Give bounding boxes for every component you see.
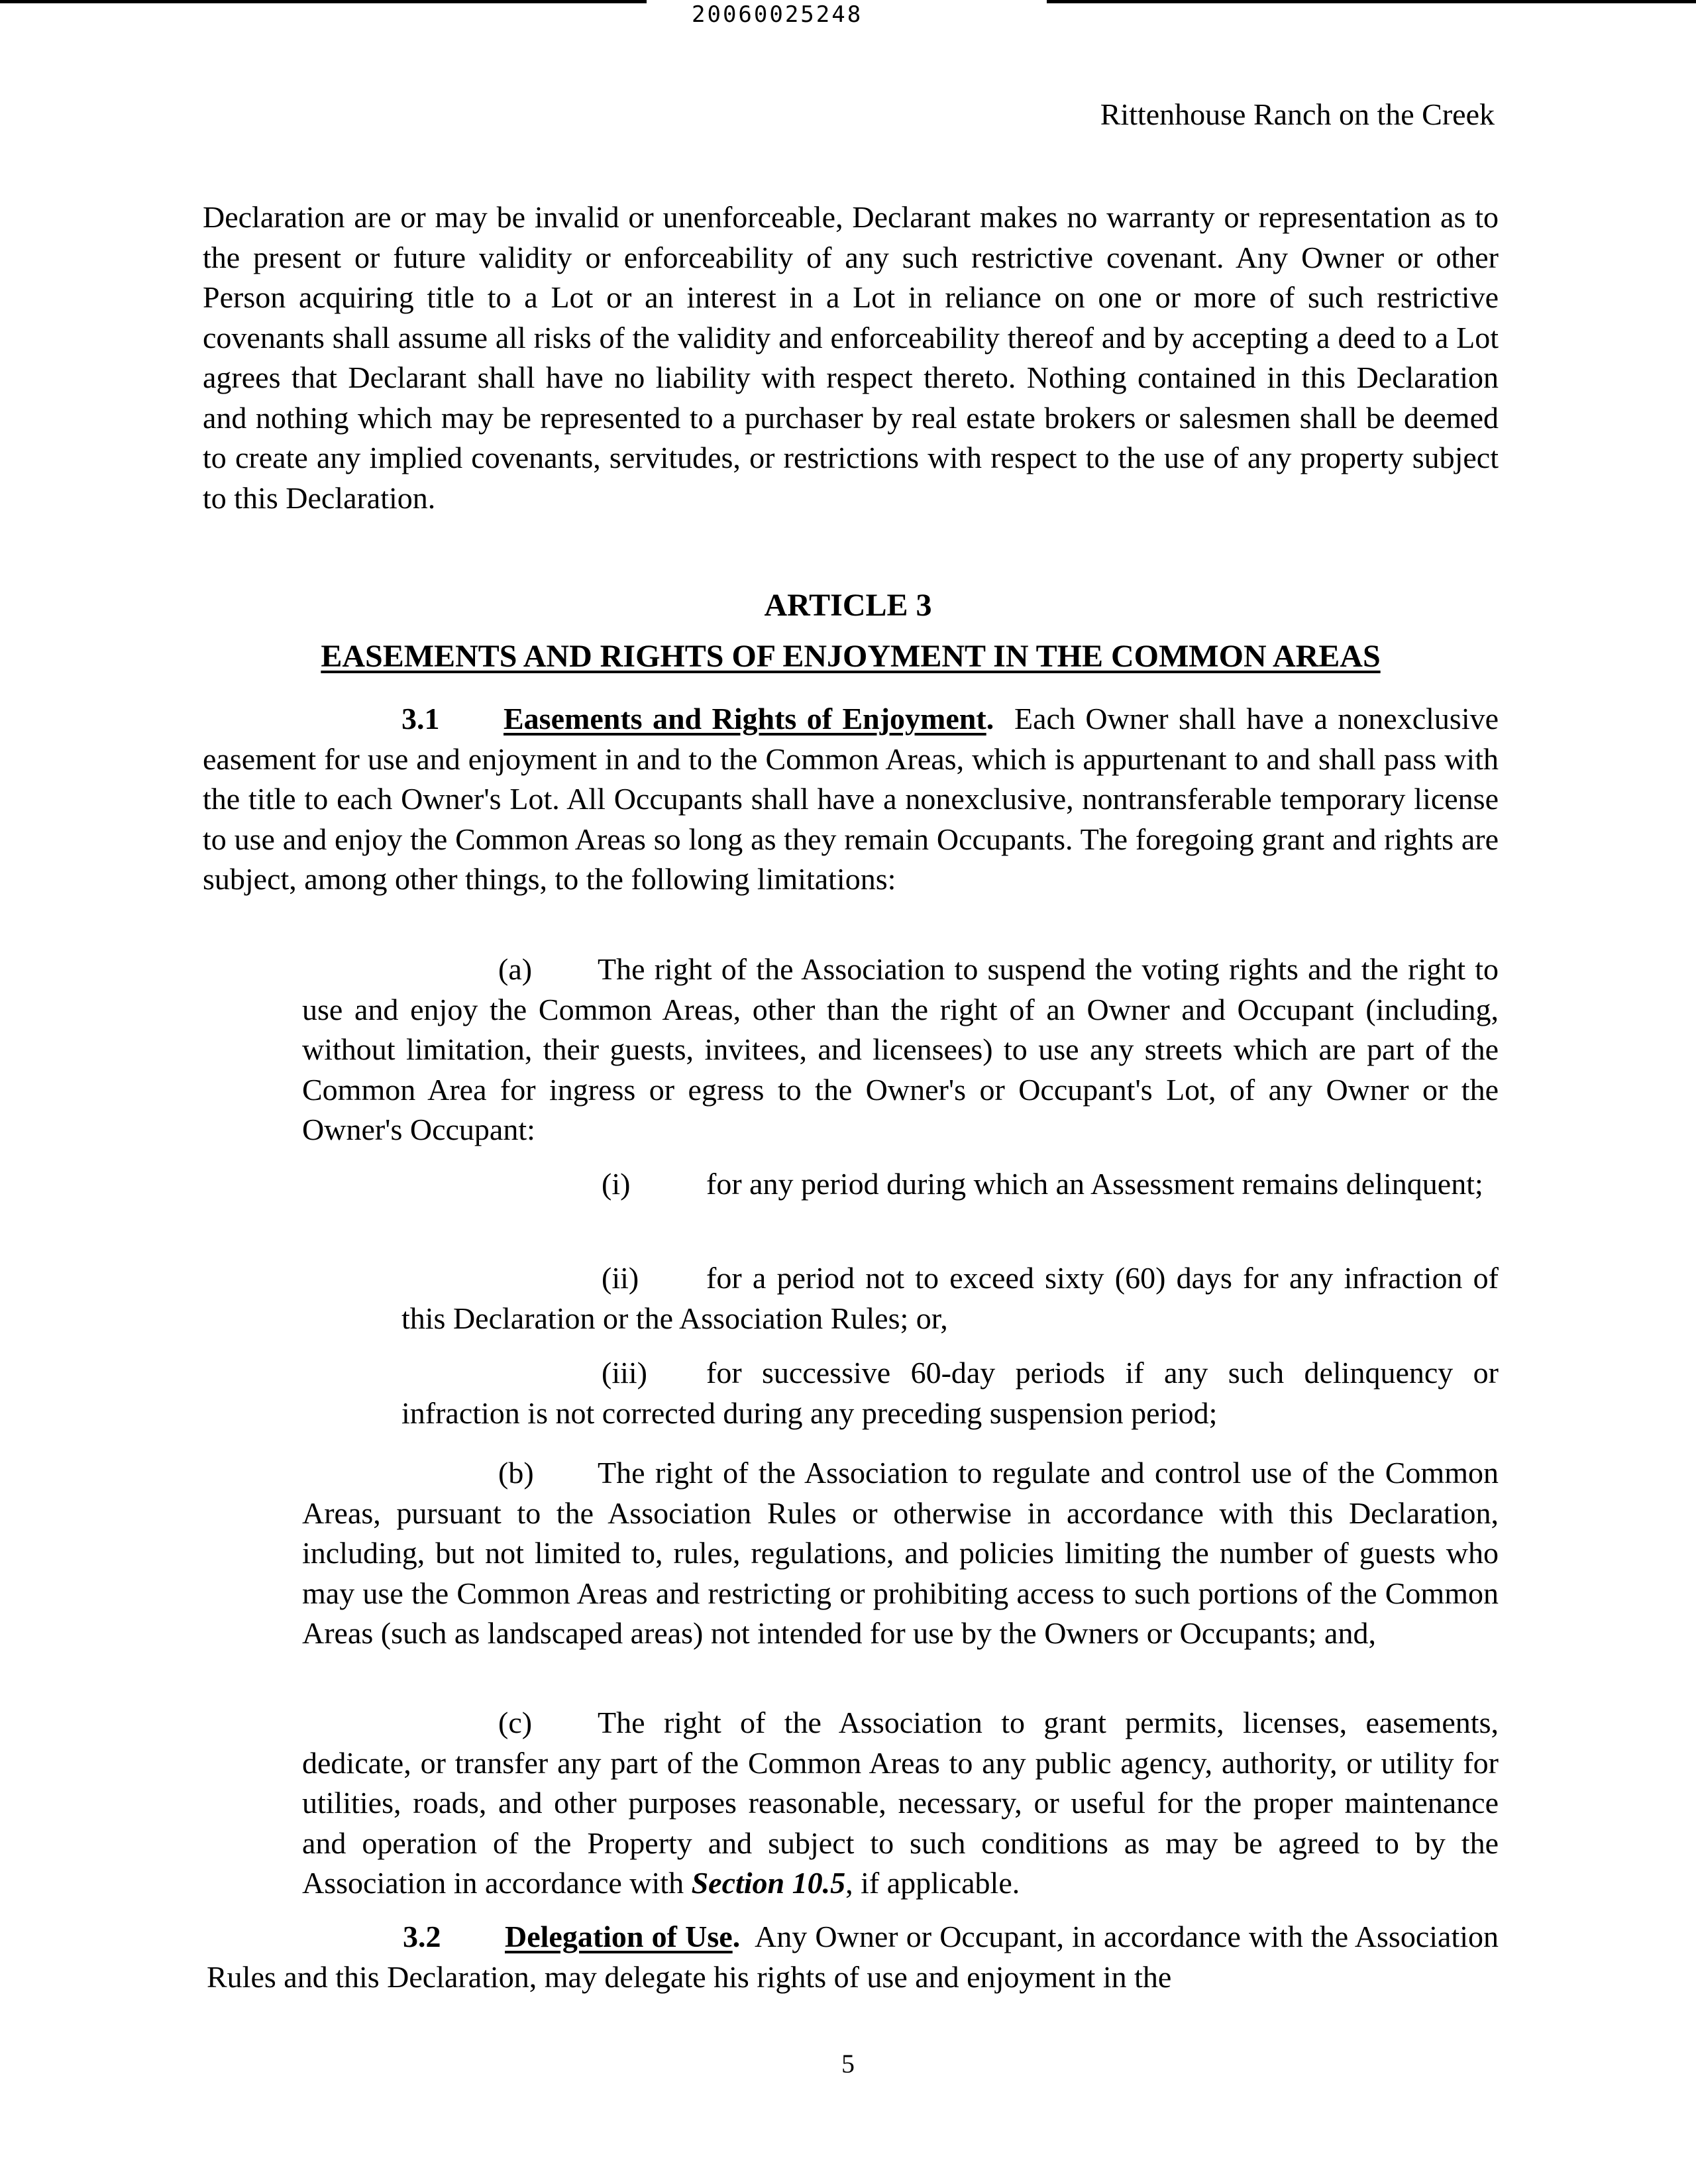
limitation-a [302,950,1499,1150]
subitem-ii-text: for a period not to exceed sixty (60) days for any infraction of this Declaration or the Association Rules; or, [401,1261,1499,1335]
running-header: Rittenhouse Ranch on the Creek [1100,97,1495,131]
limitation-b-text: The right of the Association to regulate and control use of the Common Areas, pursuant to the Association Rules or otherwise in accordance with this Declaration, including, but not limited to, rules, regulations, and policies limiting the number of guests who may use the Common Areas and restricting or prohibiting access to such portions of the Common Areas (such as landscaped areas) not intended for use by the Owners or Occupants; and, [302,1456,1499,1650]
limitation-b [302,1453,1499,1654]
limitation-c-text-end: , if applicable. [845,1866,1020,1900]
section-3-2-heading: Delegation of Use [505,1920,733,1953]
document-number: 20060025248 [692,1,863,28]
section-3-2-text: Any Owner or Occupant, in accordance with the Association Rules and this Declaration, may delegate his rights of use and enjoyment in the [207,1920,1499,1994]
page-number: 5 [841,2049,855,2079]
subitem-ii [401,1258,1499,1338]
subitem-i [401,1164,1499,1205]
subitem-i-text: for any period during which an Assessment remains delinquent; [706,1167,1483,1201]
section-reference: Section 10.5 [691,1866,846,1900]
top-rule-right [1047,0,1696,3]
article-title: EASEMENTS AND RIGHTS OF ENJOYMENT IN THE COMMON AREAS [321,639,1381,674]
article-number: ARTICLE 3 [764,588,932,623]
limitation-a-label: (a) [498,952,533,986]
subitem-i-label: (i) [602,1167,631,1201]
subitem-iii [401,1353,1499,1433]
limitation-c-label: (c) [498,1706,533,1739]
section-3-1-heading: Easements and Rights of Enjoyment [504,702,986,736]
section-3-1-text: Each Owner shall have a nonexclusive easement for use and enjoyment in and to the Common Areas, which is appurtenant to and shall pass with the title to each Owner's Lot. All Occupants shall have a nonexclusive, nontransferable temporary license to use and enjoy the Common Areas so long as they remain Occupants. The foregoing grant and rights are subject, among other things, to the following limitations: [203,702,1499,896]
section-3-2-number: 3.2 [403,1920,441,1953]
subitem-iii-label: (iii) [602,1356,647,1390]
subitem-iii-text: for successive 60-day periods if any such delinquency or infraction is not corrected during any preceding suspension period; [401,1356,1499,1430]
limitation-a-text: The right of the Association to suspend the voting rights and the right to use and enjoy the Common Areas, other than the right of an Owner and Occupant (including, without limitation, their guests, invitees, and licensees) to use any streets which are part of the Common Area for ingress or egress to the Owner's or Occupant's Lot, of any Owner or the Owner's Occupant: [302,952,1499,1146]
subitem-ii-label: (ii) [602,1261,639,1295]
limitation-c [302,1703,1499,1904]
top-rule-left [0,0,647,3]
section-3-1-number: 3.1 [401,702,440,736]
limitation-c-text: The right of the Association to grant permits, licenses, easements, dedicate, or transfer any part of the Common Areas to any public agency, authority, or utility for utilities, roads, and other purposes reasonable, necessary, or useful for the proper maintenance and operation of the Property and subject to such conditions as may be agreed to by the Association in accordance with [302,1706,1499,1900]
section-3-2-heading-end: . [732,1920,741,1953]
section-3-1 [203,699,1499,900]
intro-paragraph: Declaration are or may be invalid or unenforceable, Declarant makes no warranty or representation as to the present or future validity or enforceability of any such restrictive covenant. Any Owner or other Person acquiring title to a Lot or an interest in a Lot in reliance on one or more of such restrictive covenants shall assume all risks of the validity and enforceability thereof and by accepting a deed to a Lot agrees that Declarant shall have no liability with respect thereto. Nothing contained in this Declaration and nothing which may be represented to a purchaser by real estate brokers or salesmen shall be deemed to create any implied covenants, servitudes, or restrictions with respect to the use of any property subject to this Declaration. [203,200,1499,515]
section-3-2 [207,1917,1499,1997]
limitation-b-label: (b) [498,1456,534,1490]
section-3-1-heading-end: . [986,702,994,736]
